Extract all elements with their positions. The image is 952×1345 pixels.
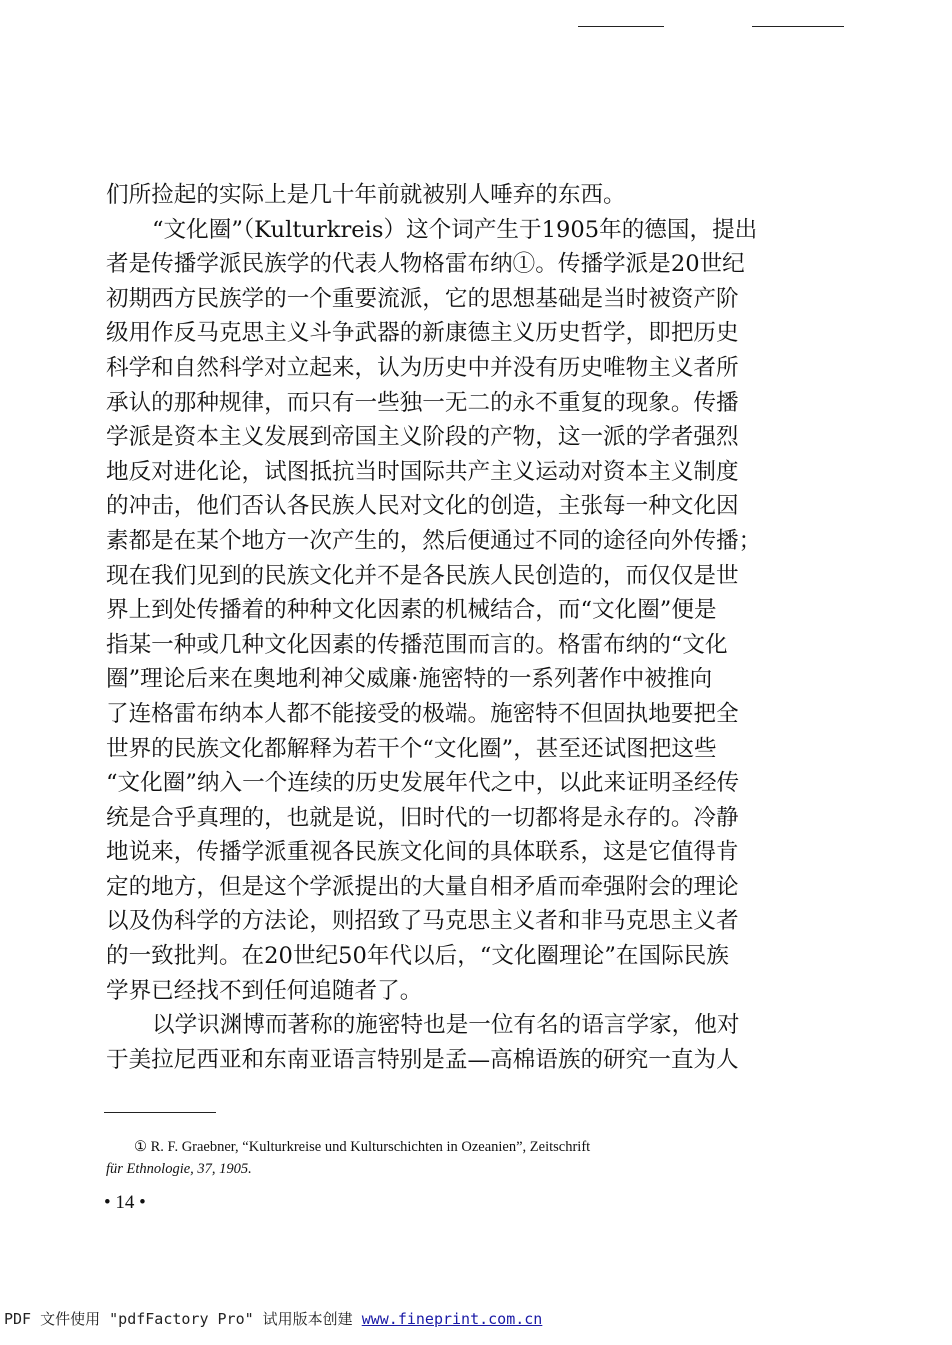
page-number: • 14 • <box>104 1192 146 1213</box>
body-line: “文化圈”纳入一个连续的历史发展年代之中，以此来证明圣经传 <box>106 770 740 797</box>
pdf-watermark <box>4 1308 542 1329</box>
body-line: 以学识渊博而著称的施密特也是一位有名的语言学家，他对 <box>152 1012 740 1039</box>
watermark-text: PDF 文件使用 "pdfFactory Pro" 试用版本创建 <box>4 1310 362 1328</box>
body-line: 了连格雷布纳本人都不能接受的极端。施密特不但固执地要把全 <box>106 700 739 727</box>
body-line: 指某一种或几种文化因素的传播范围而言的。格雷布纳的“文化 <box>106 631 728 658</box>
footnote-line: für Ethnologie, 37, 1905. <box>106 1161 252 1177</box>
body-line: 学界已经找不到任何追随者了。 <box>106 977 423 1004</box>
body-line: 素都是在某个地方一次产生的，然后便通过不同的途径向外传播； <box>106 527 762 554</box>
body-line: 的一致批判。在20世纪50年代以后，“文化圈理论”在国际民族 <box>106 943 729 970</box>
body-line: 初期西方民族学的一个重要流派，它的思想基础是当时被资产阶 <box>106 285 739 312</box>
body-line: 学派是资本主义发展到帝国主义阶段的产物，这一派的学者强烈 <box>106 424 739 451</box>
body-line: 定的地方，但是这个学派提出的大量自相矛盾而牵强附会的理论 <box>106 873 739 900</box>
header-rule-left <box>578 26 664 27</box>
body-line: 级用作反马克思主义斗争武器的新康德主义历史哲学，即把历史 <box>106 320 739 347</box>
body-line: 地说来，传播学派重视各民族文化间的具体联系，这是它值得肯 <box>106 839 739 866</box>
body-line: 的冲击，他们否认各民族人民对文化的创造，主张每一种文化因 <box>106 493 739 520</box>
body-line: 科学和自然科学对立起来，认为历史中并没有历史唯物主义者所 <box>106 354 739 381</box>
body-line: 界上到处传播着的种种文化因素的机械结合，而“文化圈”便是 <box>106 597 717 624</box>
body-line: 们所捡起的实际上是几十年前就被别人唾弃的东西。 <box>106 182 626 208</box>
body-line: 世界的民族文化都解释为若干个“文化圈”，甚至还试图把这些 <box>106 735 717 762</box>
body-line: 统是合乎真理的，也就是说，旧时代的一切都将是永存的。冷静 <box>106 804 739 831</box>
footnote-line: ① R. F. Graebner, “Kulturkreise und Kulturschichten in Ozeanien”, Zeitschrift <box>134 1139 591 1155</box>
body-line: 承认的那种规律，而只有一些独一无二的永不重复的现象。传播 <box>106 389 739 416</box>
body-line: “文化圈”（Kulturkreis）这个词产生于1905年的德国，提出 <box>152 216 758 243</box>
body-text <box>106 178 786 1077</box>
body-line: 者是传播学派民族学的代表人物格雷布纳①。传播学派是20世纪 <box>106 251 745 278</box>
body-line: 现在我们见到的民族文化并不是各民族人民创造的，而仅仅是世 <box>106 562 739 589</box>
body-line: 以及伪科学的方法论，则招致了马克思主义者和非马克思主义者 <box>106 908 739 935</box>
body-line: 圈”理论后来在奥地利神父威廉·施密特的一系列著作中被推向 <box>106 666 713 693</box>
footnote <box>106 1136 786 1180</box>
footnote-separator <box>104 1112 216 1113</box>
body-line: 地反对进化论，试图抵抗当时国际共产主义运动对资本主义制度 <box>106 458 739 485</box>
watermark-link[interactable]: www.fineprint.com.cn <box>361 1310 543 1328</box>
header-rule-right <box>752 26 844 27</box>
body-line: 于美拉尼西亚和东南亚语言特别是孟—高棉语族的研究一直为人 <box>106 1046 739 1073</box>
